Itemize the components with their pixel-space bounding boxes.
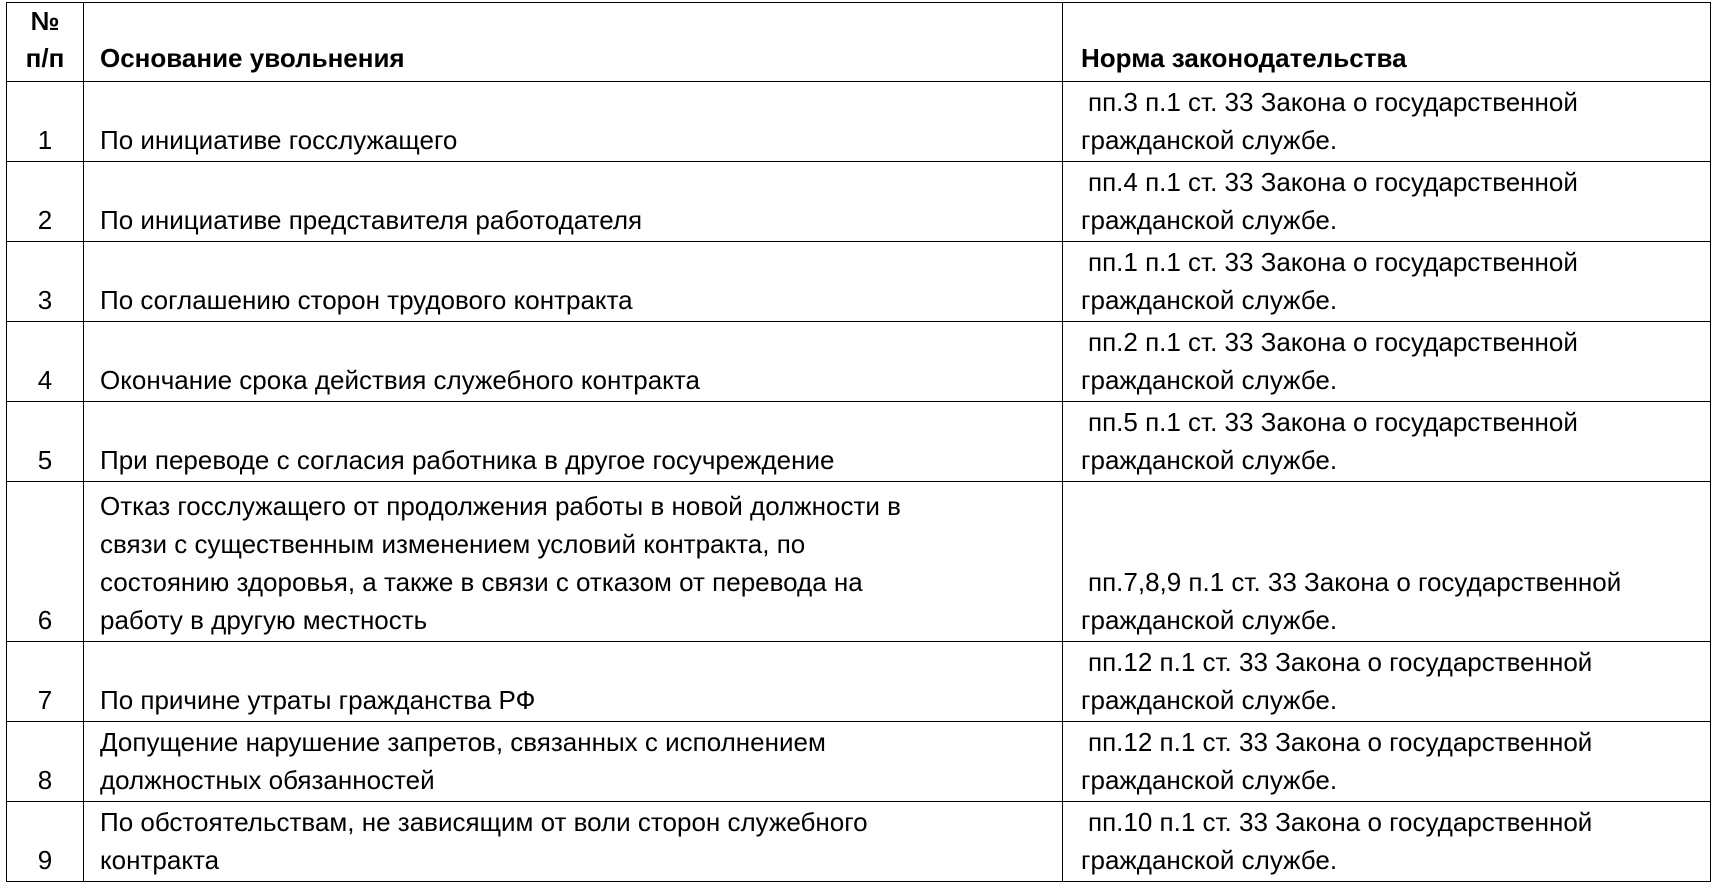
table-row	[7, 242, 1711, 322]
row-law-line2: гражданской службе.	[1081, 125, 1338, 155]
row-reason-line: Допущение нарушение запретов, связанных с исполнением	[100, 727, 826, 757]
table-row	[7, 482, 1711, 642]
table-row	[7, 82, 1711, 162]
row-law-line2: гражданской службе.	[1081, 365, 1338, 395]
row-law-line2: гражданской службе.	[1081, 845, 1338, 875]
row-number: 5	[7, 402, 84, 482]
table-row	[7, 802, 1711, 882]
header-law: Норма законодательства	[1063, 3, 1711, 82]
table-header-row	[7, 3, 1711, 82]
table-row	[7, 642, 1711, 722]
row-number: 3	[7, 242, 84, 322]
row-law	[1063, 642, 1711, 722]
row-law	[1063, 402, 1711, 482]
table-row	[7, 162, 1711, 242]
row-reason-line: контракта	[100, 845, 220, 875]
row-law	[1063, 322, 1711, 402]
row-number: 1	[7, 82, 84, 162]
table-row	[7, 402, 1711, 482]
table-row	[7, 322, 1711, 402]
row-law	[1063, 802, 1711, 882]
row-reason: По причине утраты гражданства РФ	[84, 642, 1063, 722]
row-law	[1063, 722, 1711, 802]
row-law-line2: гражданской службе.	[1081, 685, 1338, 715]
row-reason-line: должностных обязанностей	[100, 765, 435, 795]
row-law-line1: пп.12 п.1 ст. 33 Закона о государственной	[1088, 727, 1593, 757]
dismissal-grounds-table	[6, 2, 1711, 882]
row-number: 7	[7, 642, 84, 722]
row-reason: При переводе с согласия работника в другое госучреждение	[84, 402, 1063, 482]
row-law-line1: пп.7,8,9 п.1 ст. 33 Закона о государственной	[1088, 567, 1622, 597]
row-number: 8	[7, 722, 84, 802]
row-reason	[84, 482, 1063, 642]
row-number: 9	[7, 802, 84, 882]
row-reason: По инициативе госслужащего	[84, 82, 1063, 162]
row-reason	[84, 722, 1063, 802]
row-law	[1063, 242, 1711, 322]
row-law-line1: пп.2 п.1 ст. 33 Закона о государственной	[1088, 327, 1578, 357]
row-reason	[84, 802, 1063, 882]
dismissal-grounds-table-wrapper	[6, 2, 1711, 882]
row-law-line2: гражданской службе.	[1081, 445, 1338, 475]
header-number-line1: №	[30, 6, 60, 36]
header-number	[7, 3, 84, 82]
row-law-line1: пп.10 п.1 ст. 33 Закона о государственной	[1088, 807, 1593, 837]
table-row	[7, 722, 1711, 802]
row-law	[1063, 82, 1711, 162]
row-reason-line: работу в другую местность	[100, 605, 428, 635]
row-law-line1: пп.4 п.1 ст. 33 Закона о государственной	[1088, 167, 1578, 197]
row-reason: По инициативе представителя работодателя	[84, 162, 1063, 242]
row-law	[1063, 162, 1711, 242]
row-number: 2	[7, 162, 84, 242]
row-law-line2: гражданской службе.	[1081, 605, 1338, 635]
row-law-line1: пп.12 п.1 ст. 33 Закона о государственной	[1088, 647, 1593, 677]
row-number: 6	[7, 482, 84, 642]
row-reason: По соглашению сторон трудового контракта	[84, 242, 1063, 322]
header-number-line2: п/п	[25, 43, 65, 73]
row-reason: Окончание срока действия служебного контракта	[84, 322, 1063, 402]
row-reason-line: Отказ госслужащего от продолжения работы в новой должности в	[100, 491, 901, 521]
row-reason-line: По обстоятельствам, не зависящим от воли сторон служебного	[100, 807, 868, 837]
row-law-line1: пп.3 п.1 ст. 33 Закона о государственной	[1088, 87, 1578, 117]
header-reason: Основание увольнения	[84, 3, 1063, 82]
row-law-line2: гражданской службе.	[1081, 205, 1338, 235]
row-law-line2: гражданской службе.	[1081, 285, 1338, 315]
row-reason-line: связи с существенным изменением условий контракта, по	[100, 529, 806, 559]
row-reason-line: состоянию здоровья, а также в связи с отказом от перевода на	[100, 567, 863, 597]
row-law-line2: гражданской службе.	[1081, 765, 1338, 795]
row-law	[1063, 482, 1711, 642]
row-law-line1: пп.5 п.1 ст. 33 Закона о государственной	[1088, 407, 1578, 437]
row-law-line1: пп.1 п.1 ст. 33 Закона о государственной	[1088, 247, 1578, 277]
row-number: 4	[7, 322, 84, 402]
